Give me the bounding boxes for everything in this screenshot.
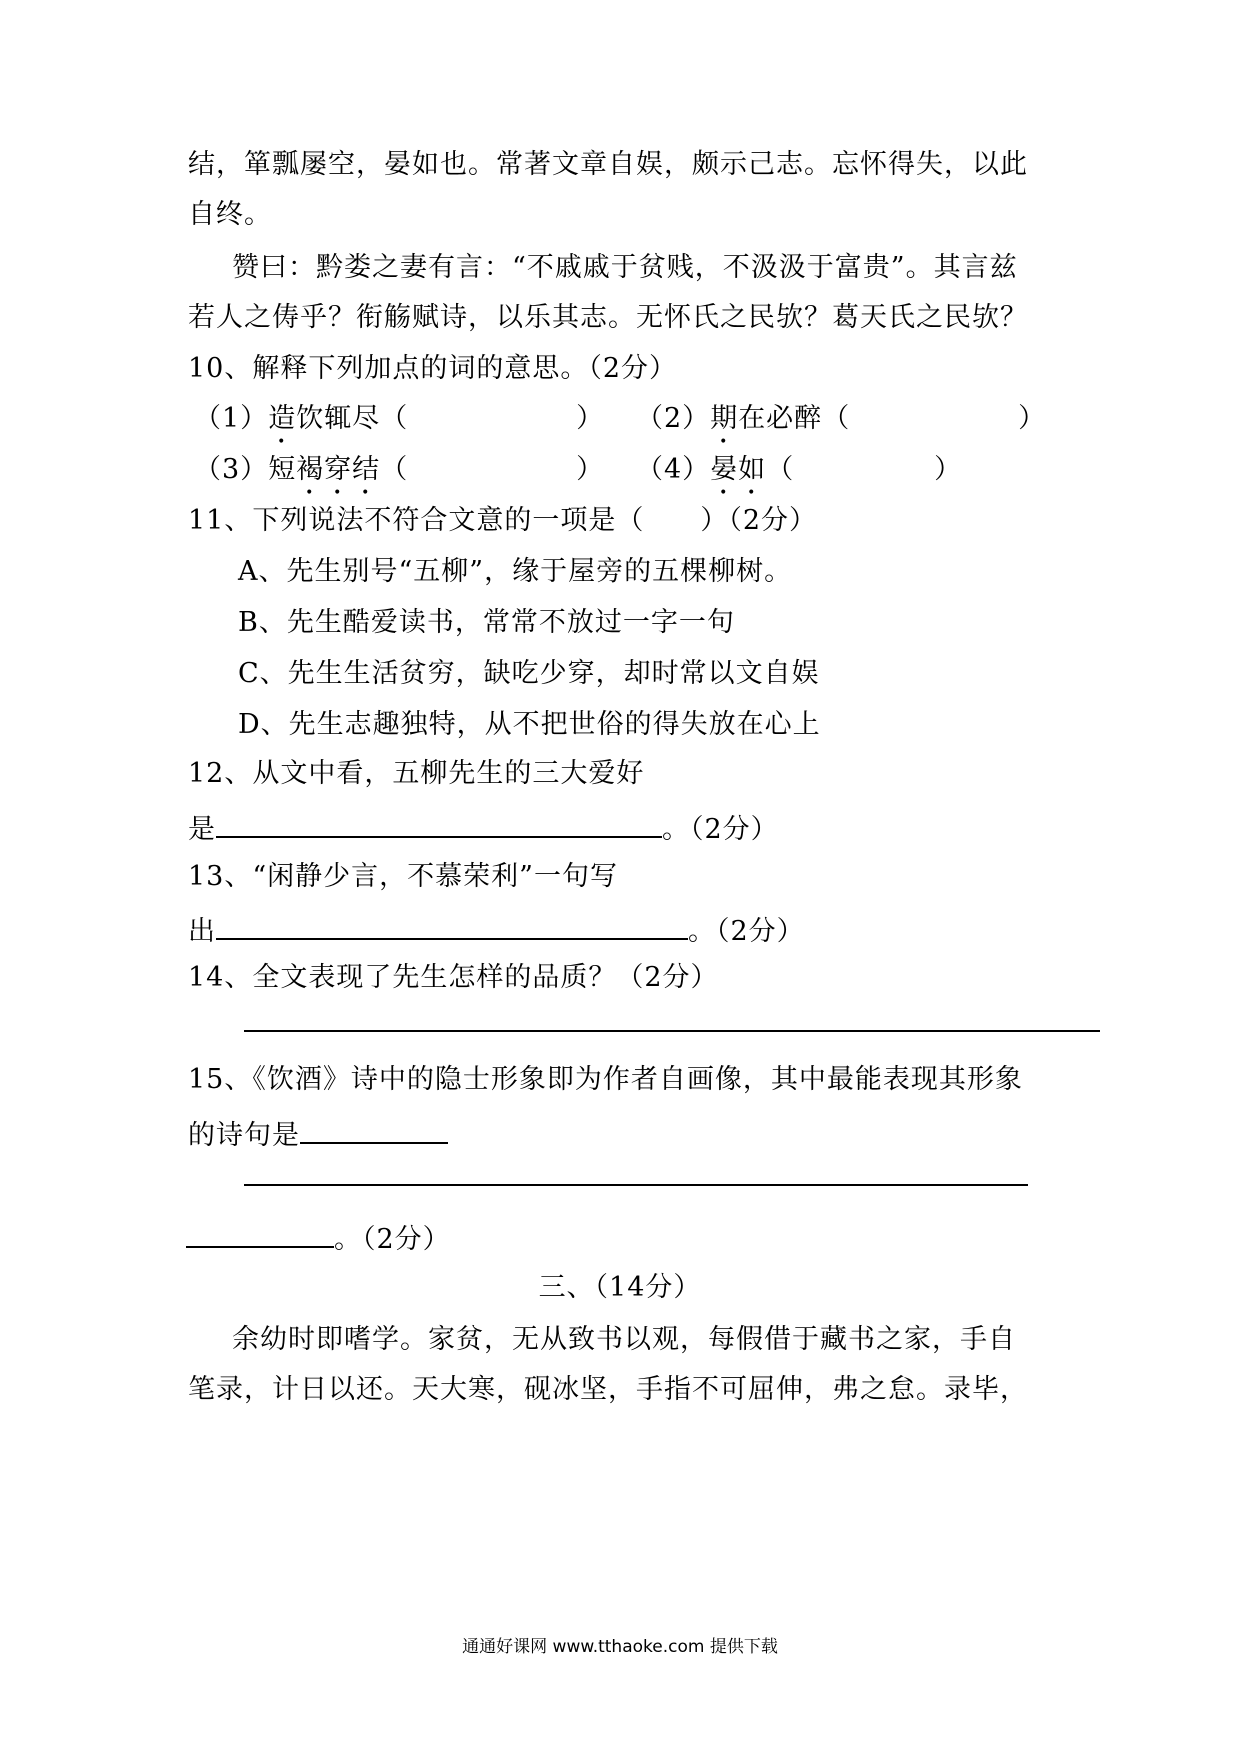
section-heading: 三、（14分） (538, 1272, 702, 1303)
question-13-stem: 13、“闲静少言，不慕荣利”一句写 (188, 861, 618, 892)
option-d: D、先生志趣独特，从不把世俗的得失放在心上 (238, 709, 821, 740)
answer-blank[interactable] (216, 910, 688, 940)
passage-line: 余幼时即嗜学。家贫，无从致书以观，每假借于藏书之家，手自 (232, 1324, 1016, 1355)
q10-item-2: （2）期在必醉（ ） (636, 403, 1047, 434)
q10-item-1: （1）造饮辄尽（ ） (194, 403, 605, 434)
answer-blank[interactable] (216, 808, 662, 838)
dotted-word: 造 (268, 403, 297, 434)
question-13-answer-line: 出 。（2分） (188, 910, 805, 950)
page-footer: 通通好课网 www.tthaoke.com 提供下载 (462, 1637, 778, 1657)
passage-line: 自终。 (188, 199, 272, 230)
passage-line: 笔录，计日以还。天大寒，砚冰坚，手指不可屈伸，弗之怠。录毕， (188, 1374, 1028, 1405)
option-c: C、先生生活贫穷，缺吃少穿，却时常以文自娱 (238, 658, 820, 689)
question-12-stem: 12、从文中看，五柳先生的三大爱好 (188, 758, 645, 789)
question-12-answer-line: 是 。（2分） (188, 808, 779, 848)
passage-line: 结，箪瓢屡空，晏如也。常著文章自娱，颇示己志。忘怀得失，以此 (188, 149, 1028, 180)
question-10-stem: 10、解释下列加点的词的意思。（2分） (188, 353, 678, 384)
answer-line[interactable] (244, 1184, 1028, 1186)
option-b: B、先生酷爱读书，常常不放过一字一句 (238, 607, 735, 638)
dotted-word: 褐穿结 (296, 454, 381, 485)
question-15-stem: 15、《饮酒》诗中的隐士形象即为作者自画像，其中最能表现其形象 (188, 1064, 1023, 1095)
answer-blank[interactable] (186, 1218, 334, 1248)
passage-line: 赞曰：黔娄之妻有言：“不戚戚于贫贱，不汲汲于富贵”。其言兹 (232, 252, 1018, 283)
dotted-word: 期 (710, 403, 739, 434)
q10-item-3: （3）短褐穿结（ ） (194, 454, 605, 485)
question-11-stem: 11、下列说法不符合文意的一项是（ ）（2分） (188, 505, 818, 536)
option-a: A、先生别号“五柳”，缘于屋旁的五棵柳树。 (238, 556, 793, 587)
q10-item-4: （4）晏如（ ） (636, 454, 963, 485)
question-14-stem: 14、全文表现了先生怎样的品质？（2分） (188, 962, 719, 993)
answer-blank[interactable] (300, 1114, 448, 1144)
passage-line: 若人之俦乎？衔觞赋诗，以乐其志。无怀氏之民欤？葛天氏之民欤？ (188, 302, 1028, 333)
dotted-word: 晏如 (710, 454, 767, 485)
answer-line[interactable] (244, 1030, 1100, 1032)
question-15-line3: 。（2分） (186, 1218, 451, 1258)
question-15-line2: 的诗句是 (188, 1114, 448, 1154)
